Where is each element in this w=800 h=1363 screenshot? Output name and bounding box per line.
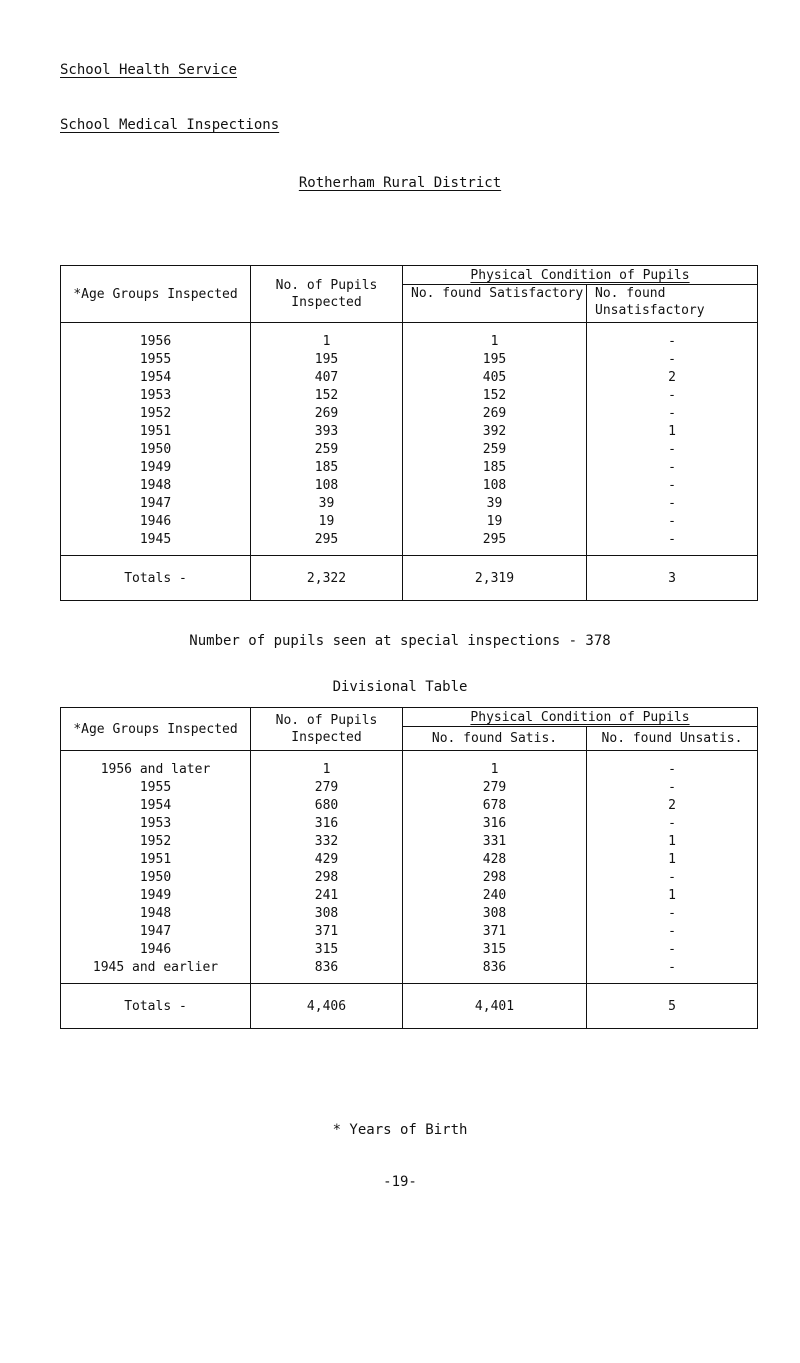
cell-value: -	[668, 514, 676, 529]
cell-value: 836	[314, 960, 339, 975]
cell-value: 1956 and later	[100, 762, 211, 777]
cell-value: 429	[314, 852, 339, 867]
table-body	[61, 751, 758, 984]
total-unsatisfactory: 3	[587, 556, 758, 601]
cell-value: -	[668, 442, 676, 457]
cell-value: 308	[482, 906, 507, 921]
district-table	[60, 265, 758, 601]
cell-value: 371	[314, 924, 339, 939]
cell-value: 316	[314, 816, 339, 831]
cell-value: 1950	[139, 870, 172, 885]
cell-value: 1956	[139, 334, 172, 349]
cell-value: -	[668, 496, 676, 511]
totals-label: Totals -	[61, 984, 251, 1029]
total-unsatis: 5	[587, 984, 758, 1029]
divisional-table	[60, 707, 758, 1029]
cell-value: 185	[482, 460, 507, 475]
cell-value: -	[668, 924, 676, 939]
cell-value: 39	[318, 496, 335, 511]
cell-value: 407	[314, 370, 339, 385]
unsatis-column	[587, 751, 758, 984]
cell-value: 836	[482, 960, 507, 975]
cell-value: 108	[314, 478, 339, 493]
cell-value: 195	[482, 352, 507, 367]
cell-value: 428	[482, 852, 507, 867]
col-satisfactory: No. found Satisfactory	[403, 285, 587, 323]
footnote: * Years of Birth	[332, 1122, 468, 1138]
cell-value: 308	[314, 906, 339, 921]
cell-value: 295	[482, 532, 507, 547]
cell-value: -	[668, 352, 676, 367]
cell-value: 1	[322, 762, 331, 777]
cell-value: 1955	[139, 352, 172, 367]
cell-value: 1953	[139, 388, 172, 403]
col-physical-condition-text: Physical Condition of Pupils	[470, 709, 690, 725]
col-age-groups-text: *Age Groups Inspected	[73, 721, 238, 737]
cell-value: 259	[314, 442, 339, 457]
cell-value: 1951	[139, 852, 172, 867]
cell-value: -	[668, 388, 676, 403]
cell-value: 678	[482, 798, 507, 813]
cell-value: 259	[482, 442, 507, 457]
col-physical-condition	[403, 708, 758, 727]
cell-value: -	[668, 478, 676, 493]
cell-value: 680	[314, 798, 339, 813]
cell-value: 108	[482, 478, 507, 493]
col-age-groups	[61, 708, 251, 751]
age-column	[61, 751, 251, 984]
cell-value: 1	[490, 334, 499, 349]
pupils-column	[251, 751, 403, 984]
cell-value: 1945	[139, 532, 172, 547]
section-title: School Medical Inspections	[60, 117, 280, 133]
cell-value: 315	[482, 942, 507, 957]
cell-value: 1953	[139, 816, 172, 831]
satis-column	[403, 751, 587, 984]
cell-value: -	[668, 906, 676, 921]
cell-value: 1	[668, 834, 676, 849]
cell-value: 316	[482, 816, 507, 831]
district-title	[0, 175, 800, 191]
cell-value: 1952	[139, 834, 172, 849]
cell-value: 315	[314, 942, 339, 957]
cell-value: 1952	[139, 406, 172, 421]
cell-value: -	[668, 532, 676, 547]
col-pupils-inspected: No. of Pupils Inspected	[251, 266, 403, 323]
cell-value: 2	[668, 798, 676, 813]
totals-row	[61, 556, 758, 601]
cell-value: -	[668, 334, 676, 349]
cell-value: 279	[482, 780, 507, 795]
col-physical-condition	[403, 266, 758, 285]
col-unsatisfactory: No. found Unsatisfactory	[587, 285, 758, 323]
cell-value: 393	[314, 424, 339, 439]
cell-value: 332	[314, 834, 339, 849]
cell-value: 240	[482, 888, 507, 903]
cell-value: 295	[314, 532, 339, 547]
age-column	[61, 323, 251, 556]
cell-value: 1	[668, 424, 676, 439]
cell-value: -	[668, 942, 676, 957]
cell-value: 279	[314, 780, 339, 795]
cell-value: 1955	[139, 780, 172, 795]
cell-value: 1948	[139, 478, 172, 493]
total-satisfactory: 2,319	[403, 556, 587, 601]
cell-value: 1947	[139, 496, 172, 511]
cell-value: -	[668, 816, 676, 831]
cell-value: 1954	[139, 798, 172, 813]
cell-value: 1	[668, 888, 676, 903]
cell-value: 298	[314, 870, 339, 885]
total-pupils: 2,322	[251, 556, 403, 601]
col-pupils-inspected: No. of Pupils Inspected	[251, 708, 403, 751]
col-unsatis: No. found Unsatis.	[587, 727, 758, 751]
col-physical-condition-text: Physical Condition of Pupils	[470, 267, 690, 283]
totals-label: Totals -	[61, 556, 251, 601]
cell-value: -	[668, 406, 676, 421]
cell-value: 1946	[139, 942, 172, 957]
cell-value: -	[668, 960, 676, 975]
page-number: -19-	[383, 1174, 417, 1190]
col-age-groups: *Age Groups Inspected	[61, 266, 251, 323]
cell-value: 19	[486, 514, 503, 529]
divisional-title: Divisional Table	[332, 679, 468, 695]
total-satis: 4,401	[403, 984, 587, 1029]
cell-value: 2	[668, 370, 676, 385]
cell-value: 1945 and earlier	[92, 960, 219, 975]
service-title: School Health Service	[60, 62, 238, 78]
cell-value: 185	[314, 460, 339, 475]
cell-value: 1949	[139, 888, 172, 903]
cell-value: 1946	[139, 514, 172, 529]
cell-value: -	[668, 762, 676, 777]
cell-value: 1949	[139, 460, 172, 475]
col-satis: No. found Satis.	[403, 727, 587, 751]
cell-value: 241	[314, 888, 339, 903]
cell-value: 269	[482, 406, 507, 421]
cell-value: -	[668, 460, 676, 475]
cell-value: 39	[486, 496, 503, 511]
cell-value: -	[668, 870, 676, 885]
cell-value: 1948	[139, 906, 172, 921]
cell-value: 1954	[139, 370, 172, 385]
cell-value: 331	[482, 834, 507, 849]
cell-value: 152	[314, 388, 339, 403]
cell-value: 1947	[139, 924, 172, 939]
pupils-column	[251, 323, 403, 556]
cell-value: 1	[490, 762, 499, 777]
cell-value: 195	[314, 352, 339, 367]
cell-value: 1	[322, 334, 331, 349]
cell-value: 1	[668, 852, 676, 867]
special-inspections-note: Number of pupils seen at special inspections - 378	[189, 633, 611, 649]
cell-value: 1951	[139, 424, 172, 439]
district-title-text: Rotherham Rural District	[298, 175, 502, 191]
satisfactory-column	[403, 323, 587, 556]
cell-value: 371	[482, 924, 507, 939]
totals-row	[61, 984, 758, 1029]
unsatisfactory-column	[587, 323, 758, 556]
cell-value: 152	[482, 388, 507, 403]
cell-value: 405	[482, 370, 507, 385]
cell-value: 298	[482, 870, 507, 885]
cell-value: 269	[314, 406, 339, 421]
cell-value: -	[668, 780, 676, 795]
table-body	[61, 323, 758, 556]
cell-value: 19	[318, 514, 335, 529]
cell-value: 1950	[139, 442, 172, 457]
cell-value: 392	[482, 424, 507, 439]
total-pupils: 4,406	[251, 984, 403, 1029]
